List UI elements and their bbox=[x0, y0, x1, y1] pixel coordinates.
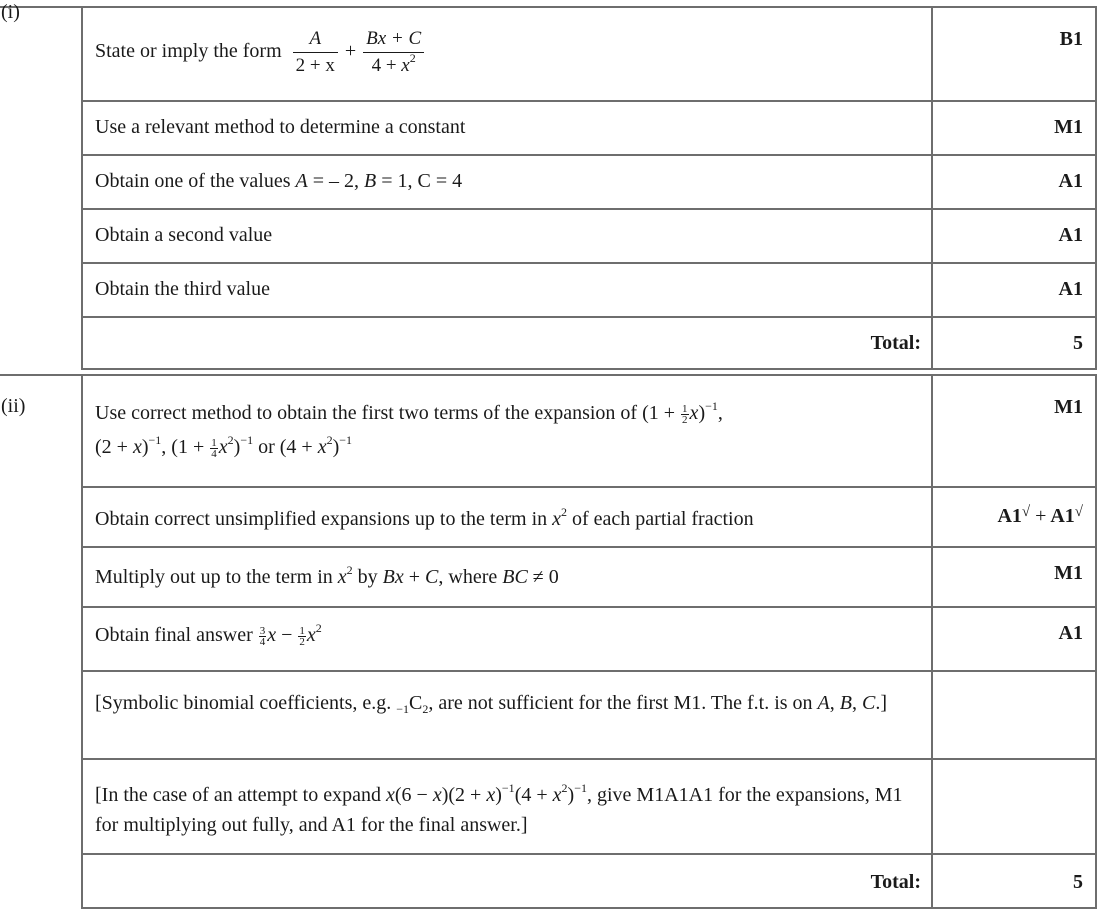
constant-values: A = – 2, B = 1, C = 4 bbox=[295, 170, 463, 192]
table-row bbox=[0, 7, 1096, 101]
criterion-cell: Obtain one of the values A = – 2, B = 1, C = 4 bbox=[82, 155, 932, 209]
table-row bbox=[0, 209, 1096, 263]
part-ii-section bbox=[0, 374, 1096, 909]
follow-through-tick-icon: √ bbox=[1074, 504, 1083, 520]
total-label: Total: bbox=[82, 854, 932, 908]
table-row bbox=[0, 759, 1096, 854]
criterion-cell: Obtain correct unsimplified expansions up to the term in $x^2$ of each partial fraction bbox=[82, 487, 932, 547]
part-i-section bbox=[0, 1, 1096, 370]
mark-cell-empty bbox=[932, 671, 1096, 759]
total-row bbox=[0, 317, 1096, 369]
plus-operator: + bbox=[344, 40, 357, 63]
criterion-cell: Obtain final answer $\frac{3}{4}$ x − $\frac{1}{2}$ $x^2$ bbox=[82, 607, 932, 671]
total-value: 5 bbox=[932, 854, 1096, 908]
table-row bbox=[0, 263, 1096, 317]
part-i-table bbox=[0, 1, 1097, 370]
table-row bbox=[0, 487, 1096, 547]
table-row bbox=[0, 155, 1096, 209]
mark-cell: M1 bbox=[932, 547, 1096, 607]
mark-cell: A1 bbox=[932, 263, 1096, 317]
mark-cell: A1 bbox=[932, 607, 1096, 671]
criterion-text: State or imply the form bbox=[95, 40, 282, 63]
criterion-cell: Multiply out up to the term in $x^2$ by Bx + C, where BC ≠ 0 bbox=[82, 547, 932, 607]
table-row bbox=[0, 607, 1096, 671]
criterion-cell: Obtain a second value bbox=[82, 209, 932, 263]
mark-cell: B1 bbox=[932, 7, 1096, 101]
total-row bbox=[0, 854, 1096, 908]
mark-cell: M1 bbox=[932, 375, 1096, 487]
mark-cell: A1 bbox=[932, 209, 1096, 263]
criterion-cell bbox=[82, 7, 932, 101]
mark-cell: A1 bbox=[932, 155, 1096, 209]
table-row bbox=[0, 375, 1096, 487]
criterion-cell: Obtain the third value bbox=[82, 263, 932, 317]
follow-through-tick-icon: √ bbox=[1021, 504, 1031, 520]
mark-cell-empty bbox=[932, 759, 1096, 854]
mark-cell: A1√ + A1√ bbox=[932, 487, 1096, 547]
table-row bbox=[0, 547, 1096, 607]
final-answer-expression: $\frac{3}{4}$ x − $\frac{1}{2}$ $x^2$ bbox=[259, 621, 322, 648]
part-label-cell bbox=[0, 375, 82, 908]
fraction-bx-plus-c-over-4-plus-x2: $\frac{Bx + C}{4 + x^2}$ bbox=[363, 28, 424, 77]
part-label-cell bbox=[0, 1, 82, 369]
part-ii-table bbox=[0, 374, 1097, 909]
mark-cell: M1 bbox=[932, 101, 1096, 155]
total-label: Total: bbox=[82, 317, 932, 369]
table-row bbox=[0, 101, 1096, 155]
criterion-cell: Use correct method to obtain the first two terms of the expansion of (1 + $\frac{1}{2}$ x)$^{-1}$, $(2 + x)^{-1}$, (1 + $\frac{1}{4}$ $x^2)^{-1}$ or $(4 + x^2)^{-1}$ bbox=[82, 375, 932, 487]
expression-3: (1 + $\frac{1}{4}$ $x^2)^{-1}$ bbox=[171, 433, 254, 460]
expression-2: $(2 + x)^{-1}$, bbox=[95, 433, 167, 458]
guidance-note-cell: [Symbolic binomial coefficients, e.g. $_{-1}C_2$, are not sufficient for the first M1. The f.t. is on A, B, C.] bbox=[82, 671, 932, 759]
fraction-a-over-2-plus-x: $\frac{A}{2 + x}$ bbox=[293, 28, 338, 77]
guidance-note-cell: [In the case of an attempt to expand $x(6 - x)(2 + x)^{-1}(4 + x^2)^{-1}$, give M1A1A1 for the expansions, M1 for multiplying out fully, and A1 for the final answer.] bbox=[82, 759, 932, 854]
table-row bbox=[0, 671, 1096, 759]
criterion-cell: Use a relevant method to determine a constant bbox=[82, 101, 932, 155]
part-label: (ii) bbox=[1, 395, 26, 417]
expression-4: $(4 + x^2)^{-1}$ bbox=[279, 433, 353, 458]
total-value: 5 bbox=[932, 317, 1096, 369]
part-label: (i) bbox=[1, 1, 20, 23]
alternative-expression: $x(6 - x)(2 + x)^{-1}(4 + x^2)^{-1}$ bbox=[386, 781, 587, 806]
expression-1: (1 + $\frac{1}{2}$ x)$^{-1}$, bbox=[642, 399, 723, 426]
